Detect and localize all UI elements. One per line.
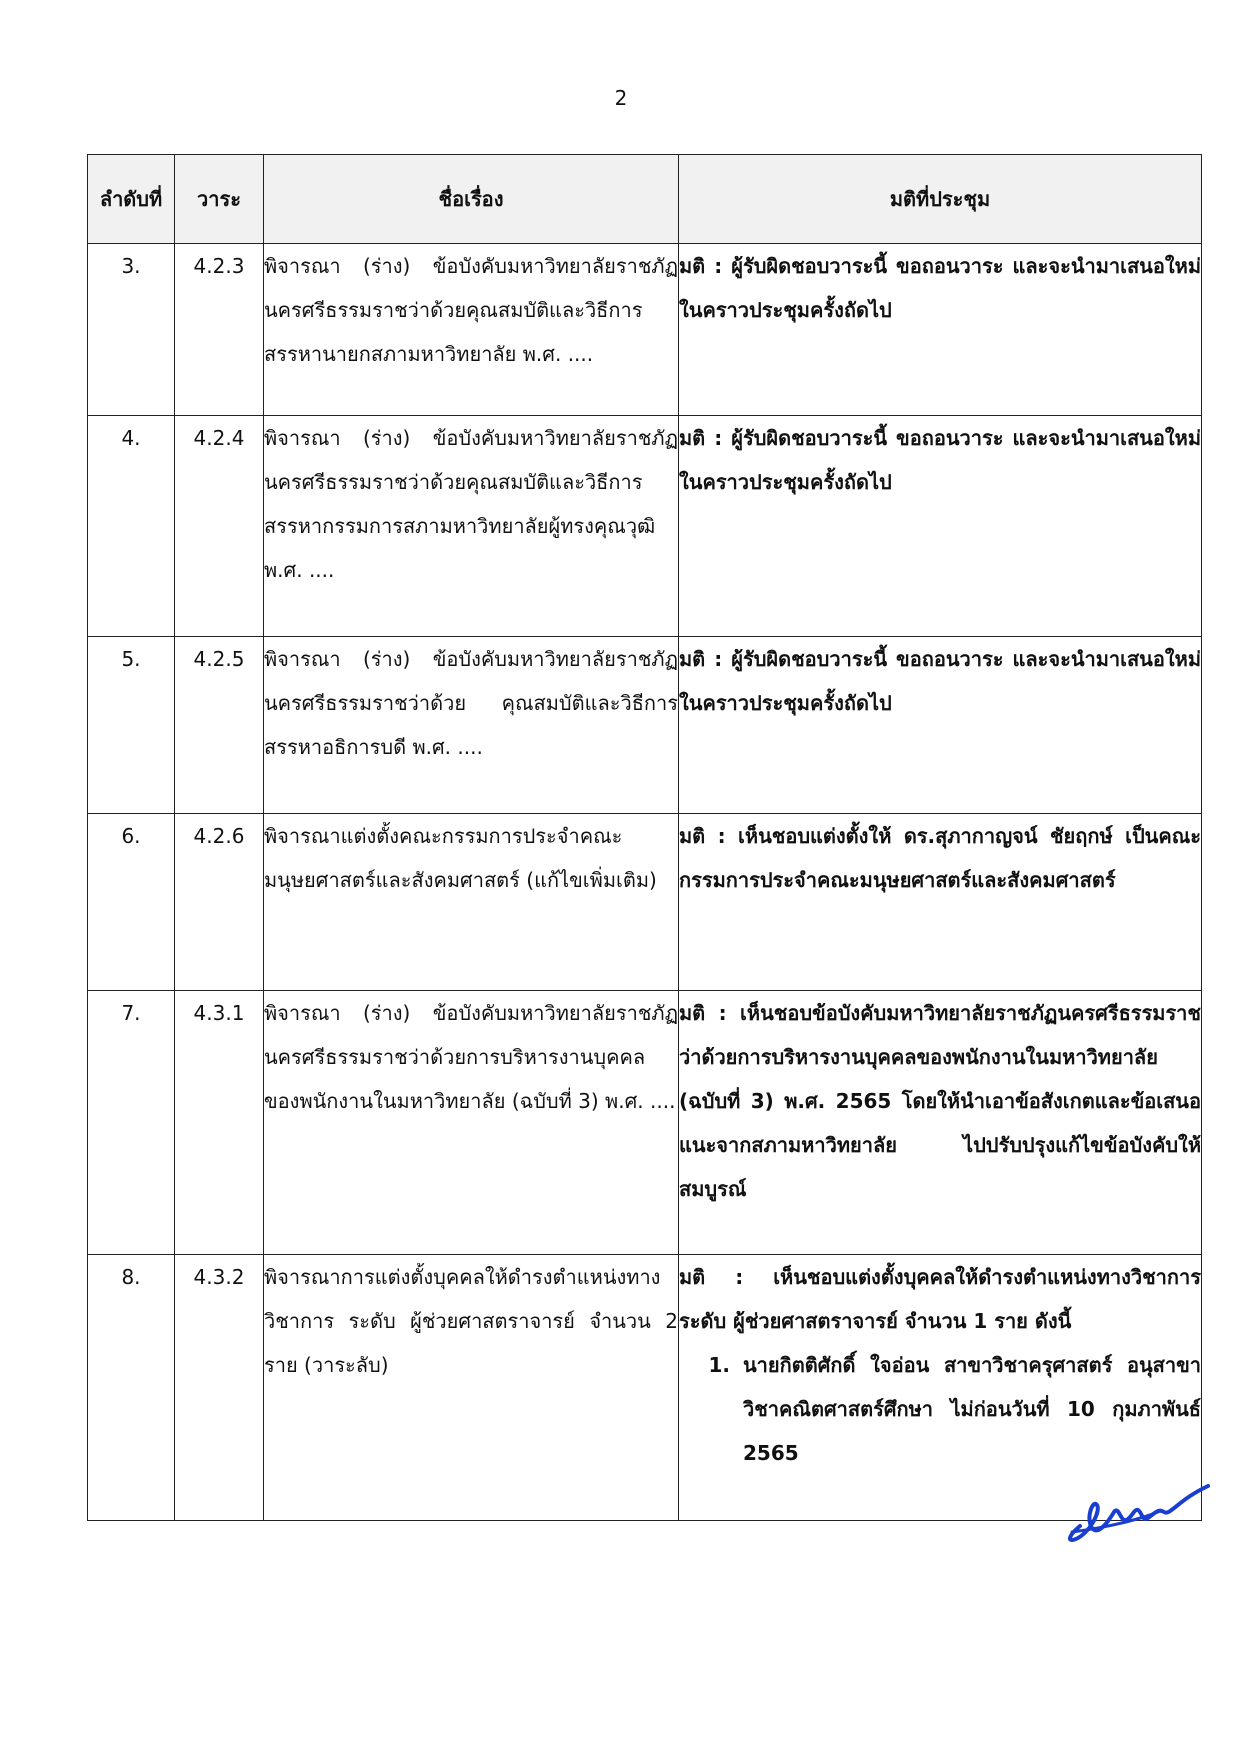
- table-row: [88, 416, 1202, 637]
- row-title: พิจารณา (ร่าง) ข้อบังคับมหาวิทยาลัยราชภัฏนครศรีธรรมราชว่าด้วย คุณสมบัติและวิธีการสรรหาอธิการบดี พ.ศ. ....: [264, 637, 679, 814]
- table-row: [88, 637, 1202, 814]
- row-resolution: มติ : เห็นชอบแต่งตั้งให้ ดร.สุภากาญจน์ ชัยฤกษ์ เป็นคณะกรรมการประจำคณะมนุษยศาสตร์และสังคมศาสตร์: [679, 814, 1202, 991]
- table-row: [88, 991, 1202, 1255]
- header-no: ลำดับที่: [88, 155, 175, 244]
- row-agenda: 4.2.6: [175, 814, 264, 991]
- row-agenda: 4.2.3: [175, 244, 264, 416]
- row-agenda: 4.2.4: [175, 416, 264, 637]
- row-number: 5.: [88, 637, 175, 814]
- row-resolution: มติ : เห็นชอบแต่งตั้งบุคคลให้ดำรงตำแหน่งทางวิชาการ ระดับ ผู้ช่วยศาสตราจารย์ จำนวน 1 ราย ดังนี้: [679, 1265, 1201, 1333]
- page-number: 2: [614, 86, 628, 110]
- resolution-list: [679, 1343, 1201, 1475]
- header-title: ชื่อเรื่อง: [264, 155, 679, 244]
- header-resolution: มติที่ประชุม: [679, 155, 1202, 244]
- row-title: พิจารณา (ร่าง) ข้อบังคับมหาวิทยาลัยราชภัฏนครศรีธรรมราชว่าด้วยการบริหารงานบุคคลของพนักงานในมหาวิทยาลัย (ฉบับที่ 3) พ.ศ. ....: [264, 991, 679, 1255]
- row-resolution: มติ : ผู้รับผิดชอบวาระนี้ ขอถอนวาระ และจะนำมาเสนอใหม่ในคราวประชุมครั้งถัดไป: [679, 416, 1202, 637]
- row-agenda: 4.3.2: [175, 1255, 264, 1521]
- row-number: 6.: [88, 814, 175, 991]
- table-row: [88, 244, 1202, 416]
- row-number: 4.: [88, 416, 175, 637]
- row-number: 8.: [88, 1255, 175, 1521]
- row-resolution: มติ : ผู้รับผิดชอบวาระนี้ ขอถอนวาระ และจะนำมาเสนอใหม่ในคราวประชุมครั้งถัดไป: [679, 637, 1202, 814]
- header-agenda: วาระ: [175, 155, 264, 244]
- minutes-table: [87, 154, 1202, 1521]
- row-number: 7.: [88, 991, 175, 1255]
- table-row: [88, 1255, 1202, 1521]
- signature: [1062, 1478, 1212, 1548]
- table-header-row: [88, 155, 1202, 244]
- row-resolution: มติ : เห็นชอบข้อบังคับมหาวิทยาลัยราชภัฏนครศรีธรรมราชว่าด้วยการบริหารงานบุคคลของพนักงานในมหาวิทยาลัย (ฉบับที่ 3) พ.ศ. 2565 โดยให้นำเอาข้อสังเกตและข้อเสนอแนะจากสภามหาวิทยาลัย ไปปรับปรุงแก้ไขข้อบังคับให้สมบูรณ์: [679, 991, 1202, 1255]
- row-resolution: มติ : ผู้รับผิดชอบวาระนี้ ขอถอนวาระ และจะนำมาเสนอใหม่ในคราวประชุมครั้งถัดไป: [679, 244, 1202, 416]
- list-item: 1. นายกิตติศักดิ์ ใจอ่อน สาขาวิชาครุศาสตร์ อนุสาขาวิชาคณิตศาสตร์ศึกษา ไม่ก่อนวันที่ 10 กุมภาพันธ์ 2565: [737, 1343, 1201, 1475]
- row-title: พิจารณาแต่งตั้งคณะกรรมการประจำคณะมนุษยศาสตร์และสังคมศาสตร์ (แก้ไขเพิ่มเติม): [264, 814, 679, 991]
- row-title: พิจารณาการแต่งตั้งบุคคลให้ดำรงตำแหน่งทางวิชาการ ระดับ ผู้ช่วยศาสตราจารย์ จำนวน 2 ราย (วาระลับ): [264, 1255, 679, 1521]
- table-row: [88, 814, 1202, 991]
- row-agenda: 4.2.5: [175, 637, 264, 814]
- row-agenda: 4.3.1: [175, 991, 264, 1255]
- row-title: พิจารณา (ร่าง) ข้อบังคับมหาวิทยาลัยราชภัฏนครศรีธรรมราชว่าด้วยคุณสมบัติและวิธีการสรรหานายกสภามหาวิทยาลัย พ.ศ. ....: [264, 244, 679, 416]
- row-title: พิจารณา (ร่าง) ข้อบังคับมหาวิทยาลัยราชภัฏนครศรีธรรมราชว่าด้วยคุณสมบัติและวิธีการสรรหากรรมการสภามหาวิทยาลัยผู้ทรงคุณวุฒิ พ.ศ. ....: [264, 416, 679, 637]
- row-number: 3.: [88, 244, 175, 416]
